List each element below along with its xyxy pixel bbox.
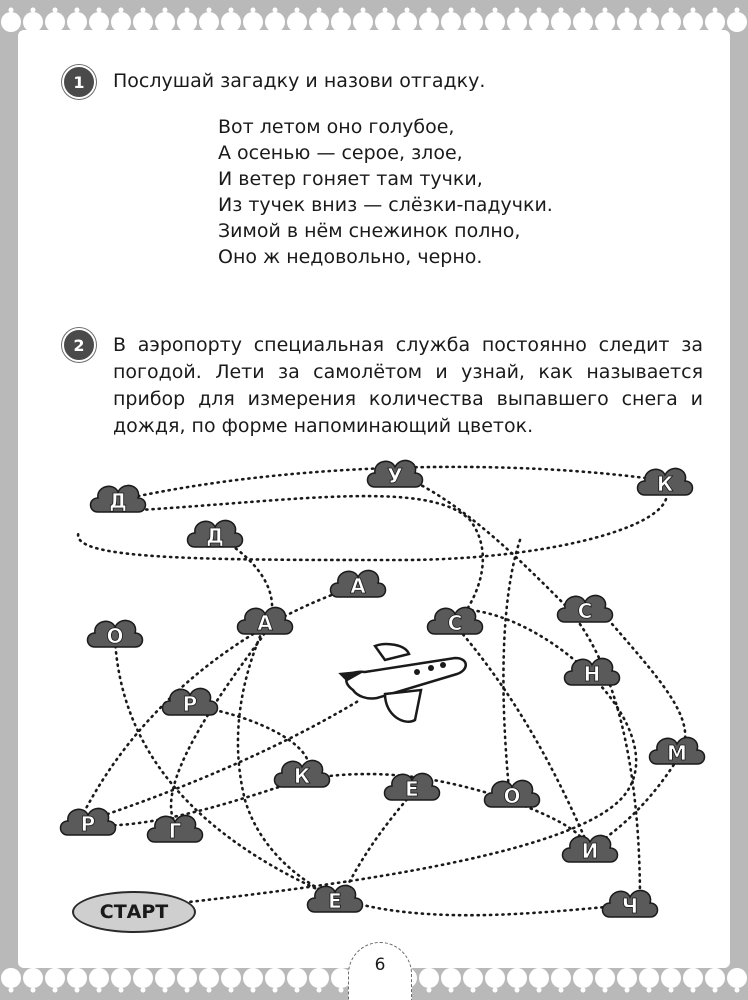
letter-cloud	[188, 520, 243, 548]
letter-cloud	[308, 885, 363, 913]
letter-cloud	[563, 835, 618, 863]
letter-cloud	[91, 485, 146, 513]
letter-cloud	[331, 570, 386, 598]
cloud-letter: М	[667, 741, 687, 765]
cloud-letter: Ч	[621, 894, 639, 918]
task-2-number-badge: 2	[62, 328, 96, 362]
cloud-letter: Е	[328, 889, 342, 913]
cloud-letter: Р	[80, 812, 96, 836]
letter-cloud	[368, 460, 423, 488]
poem-line: И ветер гоняет там тучки,	[218, 168, 483, 190]
cloud-letter: С	[447, 611, 463, 635]
cloud-letter: С	[577, 599, 593, 623]
task-1-instruction: Послушай загадку и назови отгадку.	[113, 70, 486, 92]
page-number: 6	[348, 942, 412, 1000]
cloud-letter: К	[293, 764, 311, 788]
task-2-instruction: В аэропорту специальная служба постоянно следит за погодой. Лети за самолётом и узнай, как называется прибор для измерения количества выпавшего снега и дождя, по форме напоминающий цветок.	[113, 334, 703, 437]
letter-cloud	[603, 890, 658, 918]
cloud-letter: О	[106, 624, 124, 648]
letter-cloud	[558, 595, 613, 623]
letter-cloud	[148, 815, 203, 843]
letter-cloud	[385, 773, 440, 801]
letter-cloud	[638, 468, 693, 496]
poem-line: Из тучек вниз — слёзки-падучки.	[218, 194, 553, 216]
start-label: СТАРТ	[72, 891, 196, 933]
letter-cloud	[61, 808, 116, 836]
letter-cloud	[238, 607, 293, 635]
cloud-letter: И	[581, 839, 599, 863]
poem-line: Зимой в нём снежинок полно,	[218, 220, 521, 242]
cloud-letter: Е	[405, 777, 419, 801]
cloud-letter: А	[257, 611, 273, 635]
cloud-letter: К	[656, 472, 674, 496]
poem-line: А осенью — серое, злое,	[218, 142, 463, 164]
letter-cloud	[428, 607, 483, 635]
cloud-letter: Г	[168, 819, 182, 843]
letter-cloud	[485, 780, 540, 808]
cloud-letter: Н	[583, 662, 601, 686]
letter-cloud	[565, 658, 620, 686]
cloud-letter: Д	[206, 524, 224, 548]
airplane-icon	[341, 644, 466, 722]
cloud-letter: О	[503, 784, 521, 808]
cloud-letter: А	[350, 574, 366, 598]
cloud-letter: У	[387, 464, 403, 488]
cloud-letter: Д	[109, 489, 127, 513]
letter-cloud	[88, 620, 143, 648]
poem-line: Оно ж недовольно, черно.	[218, 246, 483, 268]
cloud-letter: Р	[182, 692, 198, 716]
poem-line: Вот летом оно голубое,	[218, 116, 455, 138]
letter-cloud	[163, 688, 218, 716]
letter-cloud	[275, 760, 330, 788]
task-1-number-badge: 1	[62, 65, 96, 99]
letter-cloud	[650, 737, 705, 765]
